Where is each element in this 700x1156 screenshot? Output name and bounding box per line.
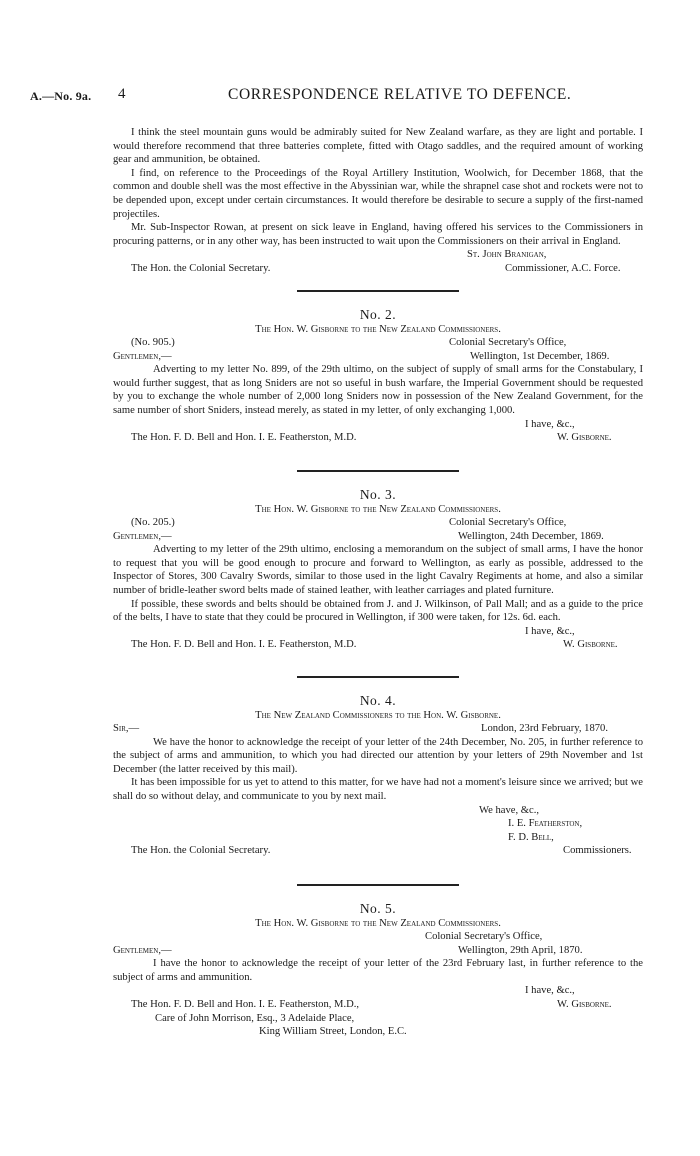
letter-3-place-date: Wellington, 24th December, 1869.: [458, 530, 604, 542]
letter-3-heading: The Hon. W. Gisborne to the New Zealand Commissioners.: [255, 503, 501, 515]
letter-1: [113, 126, 643, 276]
letter-3-office: Colonial Secretary's Office,: [449, 517, 567, 529]
parliamentary-paper-ref: A.—No. 9a.: [30, 89, 92, 103]
letter-5-number: No. 5.: [359, 900, 397, 916]
letter-3-salutation: Gentlemen,—: [113, 530, 172, 542]
letter-4-signature-2: F. D. Bell,: [508, 831, 554, 843]
letter-5-heading: The Hon. W. Gisborne to the New Zealand Commissioners.: [255, 917, 501, 929]
letter-3-paragraph: If possible, these swords and belts should be obtained from J. and J. Wilkinson, of Pall Mall; and as a guide to the price of the belts, I have to state that they could be procured in Wellington, if 300 were taken, for 12s. 6d. each.: [113, 598, 643, 624]
letter-4-signature-1: I. E. Featherston,: [508, 818, 583, 830]
letter-2-heading: The Hon. W. Gisborne to the New Zealand Commissioners.: [255, 323, 501, 335]
letter-2-signature: W. Gisborne.: [557, 432, 612, 444]
letter-4-closing: We have, &c.,: [479, 804, 540, 816]
page-header: [30, 88, 680, 108]
letter-3-closing: I have, &c.,: [525, 625, 575, 637]
letter-1-paragraph: I think the steel mountain guns would be admirably suited for New Zealand warfare, as they are light and portable. I would therefore recommend that three batteries complete, fitted with Otago saddles, and the required amount of working gear and ammunition, be obtained.: [113, 127, 643, 166]
letter-4-place-date: London, 23rd February, 1870.: [481, 723, 609, 735]
letter-4-signature-title: Commissioners.: [563, 845, 632, 857]
letter-3-paragraph: Adverting to my letter of the 29th ultimo, enclosing a memorandum on the subject of small arms, I have the honor to request that you will be good enough to procure and forward to Wellington, as early as possible, addressed to the Inspector of Stores, 300 Cavalry Swords, similar to those used in the light Cavalry Regiments at home, and also a similar number of bridle-leather sword belts made of stained leather, with leather carriages and plated furniture.: [113, 544, 643, 597]
letter-4-number: No. 4.: [359, 692, 397, 708]
letter-4-paragraph: It has been impossible for us yet to attend to this matter, for we have had not a moment's leisure since we arrived; but we shall do so without delay, and communicate to you by next mail.: [113, 777, 643, 803]
letter-3: [113, 470, 643, 652]
letter-4: [113, 676, 643, 858]
letter-5-addressee: The Hon. F. D. Bell and Hon. I. E. Featherston, M.D.,: [131, 999, 360, 1011]
letter-5: [113, 884, 643, 1039]
letter-5-address: King William Street, London, E.C.: [259, 1026, 407, 1038]
letter-2-body: Adverting to my letter No. 899, of the 29th ultimo, on the subject of supply of small arms for the Constabulary, I would further suggest, that as long Sniders are not so useful in bush warfare, the Imperial Government should be requested by you to exchange the whole number of 2,000 long Sniders now in possession of the New Zealand Government, for the same number of short Sniders, instead merely, as stated in my letter, of only exchanging 1,000.: [113, 364, 643, 417]
letter-2-addressee: The Hon. F. D. Bell and Hon. I. E. Featherston, M.D.: [131, 432, 357, 444]
letter-2: [113, 290, 643, 445]
letter-5-place-date: Wellington, 29th April, 1870.: [458, 944, 583, 956]
letter-2-closing: I have, &c.,: [525, 418, 575, 430]
letter-4-heading: The New Zealand Commissioners to the Hon. W. Gisborne.: [255, 709, 501, 721]
letter-2-ref-no: (No. 905.): [131, 337, 175, 349]
letter-1-signature-title: Commissioner, A.C. Force.: [505, 262, 621, 274]
letter-3-ref-no: (No. 205.): [131, 517, 175, 529]
letter-4-paragraph: We have the honor to acknowledge the receipt of your letter of the 24th December, No. 205, in further reference to the subject of arms and ammunition, to which you had directed our attention by your letters of 29th November and 1st December (the latter received by this mail).: [113, 736, 643, 775]
letter-2-place-date: Wellington, 1st December, 1869.: [470, 350, 610, 362]
letter-5-signature: W. Gisborne.: [557, 999, 612, 1011]
letter-5-office: Colonial Secretary's Office,: [425, 931, 543, 943]
letter-2-number: No. 2.: [359, 306, 397, 322]
letter-2-salutation: Gentlemen,—: [113, 350, 172, 362]
letter-1-paragraph: Mr. Sub-Inspector Rowan, at present on sick leave in England, having offered his services to the Commissioners in procuring patterns, or in any other way, has been instructed to wait upon the Commissioners on their arrival in England.: [113, 222, 643, 247]
letter-3-number: No. 3.: [359, 486, 397, 502]
letter-2-office: Colonial Secretary's Office,: [449, 337, 567, 349]
letter-5-closing: I have, &c.,: [525, 985, 575, 997]
letter-5-body: I have the honor to acknowledge the receipt of your letter of the 23rd February last, in further reference to the subject of arms and ammunition.: [113, 958, 643, 983]
letter-5-salutation: Gentlemen,—: [113, 944, 172, 956]
letter-3-signature: W. Gisborne.: [563, 639, 618, 651]
page-number: 4: [118, 86, 126, 102]
letter-1-addressee: The Hon. the Colonial Secretary.: [131, 262, 271, 274]
page-title: CORRESPONDENCE RELATIVE TO DEFENCE.: [228, 86, 572, 103]
letter-1-signature: St. John Branigan,: [467, 249, 547, 261]
letter-3-addressee: The Hon. F. D. Bell and Hon. I. E. Featherston, M.D.: [131, 639, 357, 651]
letter-1-paragraph: I find, on reference to the Proceedings of the Royal Artillery Institution, Woolwich, for December 1868, that the common and double shell was the most effective in the Abyssinian war, while the shrapnel case shot and rockets were not to be depended upon, except under certain circumstances. It would therefore be desirable to secure a supply of the first-named projectiles.: [113, 167, 643, 220]
letter-4-salutation: Sir,—: [113, 723, 140, 735]
letter-4-addressee: The Hon. the Colonial Secretary.: [131, 845, 271, 857]
letter-5-care-of: Care of John Morrison, Esq., 3 Adelaide Place,: [155, 1012, 355, 1024]
